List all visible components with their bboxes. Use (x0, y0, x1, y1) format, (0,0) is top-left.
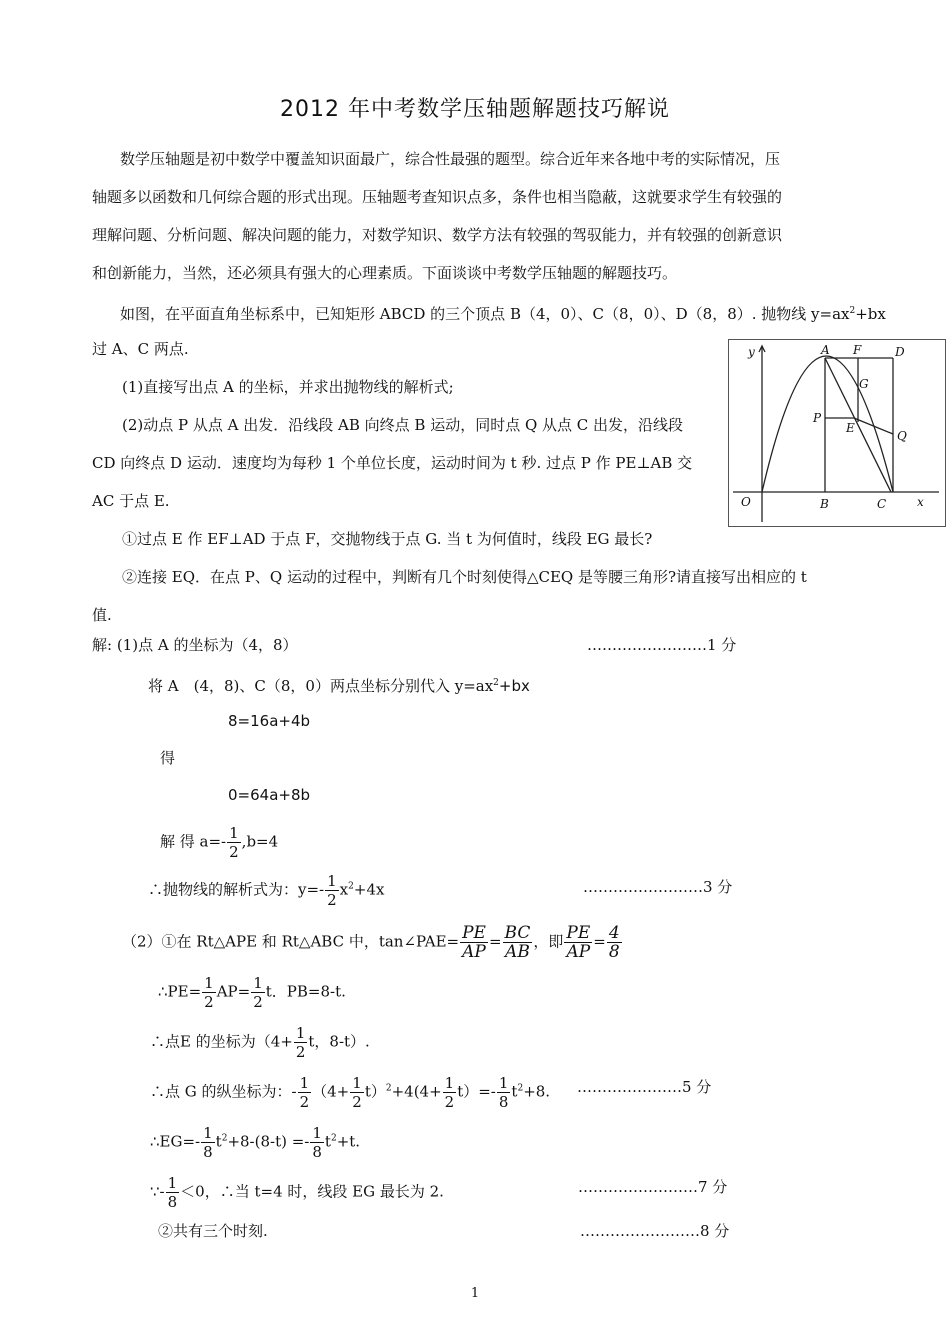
exponent: 2 (849, 306, 856, 316)
pe-text: ∴PE= (158, 982, 202, 1001)
solution-max (150, 1174, 444, 1211)
segment-eq (854, 418, 893, 434)
label-o: O (741, 495, 751, 509)
fraction-one-eighth: $\frac{1}{8}$ (312, 1124, 322, 1161)
intro-line-3: 理解问题、分析问题、解决问题的能力，对数学知识、数学方法有较强的驾驭能力，并有较强的创新意识 (92, 226, 783, 244)
eg-text-c: +8-(8-t) =- (227, 1132, 310, 1151)
point-e-text: ∴点E 的坐标为（4+ (150, 1032, 293, 1051)
fraction-one-half: $\frac{1}{2}$ (327, 872, 337, 909)
point-g-text-f: t (511, 1082, 518, 1101)
label-g: G (859, 377, 869, 391)
point-g-text-e: t）=- (457, 1082, 496, 1101)
point-g-text-c: t） (364, 1082, 386, 1101)
score-8: ……………………8 分 (580, 1222, 730, 1240)
point-e-text-tail: t，8-t）. (308, 1032, 370, 1051)
fraction-one-eighth: $\frac{1}{8}$ (203, 1124, 213, 1161)
label-q: Q (897, 429, 907, 443)
point-g-text-g: +8. (523, 1082, 551, 1101)
equals-sign: = (488, 932, 502, 951)
fraction-one-half: $\frac{1}{2}$ (444, 1074, 455, 1111)
intro-line-1: 数学压轴题是初中数学中覆盖知识面最广，综合性最强的题型。综合近年来各地中考的实际情况，压 (120, 150, 781, 168)
question-2-line-3: AC 于点 E. (92, 492, 170, 510)
parabola (762, 356, 893, 492)
parabola-text-tail: +4x (353, 880, 385, 899)
label-c: C (877, 497, 887, 511)
fraction-one-half: $\frac{1}{2}$ (352, 1074, 362, 1111)
exponent: 2 (221, 1133, 228, 1144)
problem-line-2: 过 A、C 两点. (92, 340, 189, 358)
max-text-b: ＜0，∴当 t=4 时，线段 EG 最长为 2. (180, 1182, 444, 1201)
score-5: …………………5 分 (577, 1078, 712, 1096)
solution-part-2-2: ②共有三个时刻. (158, 1222, 268, 1240)
exponent: 2 (330, 1133, 337, 1144)
solve-text: 解 得 a=- (160, 832, 227, 851)
problem-text: 如图，在平面直角坐标系中，已知矩形 ABCD 的三个顶点 B（4，0）、C（8，0）、D（8，8）. 抛物线 y=ax (120, 305, 850, 323)
problem-line-1 (120, 300, 886, 325)
fraction-pe-ap: $\frac{PE}{AP}$ (462, 923, 486, 962)
question-2-part-2-line-2: 值. (92, 606, 112, 624)
point-g-text: ∴点 G 的纵坐标为：- (150, 1082, 297, 1101)
pe-text-mid: AP= (216, 982, 251, 1001)
eg-text-e: +t. (336, 1132, 361, 1151)
pe-text-tail: t．PB=8-t. (265, 982, 346, 1001)
tan-text: （2）①在 Rt△APE 和 Rt△ABC 中，tan∠PAE= (122, 932, 460, 951)
question-2-line-2: CD 向终点 D 运动．速度均为每秒 1 个单位长度，运动时间为 t 秒. 过点 P 作 PE⊥AB 交 (92, 454, 693, 472)
fraction-one-half: $\frac{1}{2}$ (295, 1024, 306, 1061)
label-b: B (820, 497, 829, 511)
geometry-figure (728, 339, 946, 527)
label-y: y (748, 345, 755, 359)
coordinate-diagram (729, 340, 945, 526)
label-p: P (813, 411, 822, 425)
solution-pe (158, 974, 346, 1011)
solution-solve (160, 824, 278, 861)
solution-de: 得 (160, 749, 176, 767)
equation-2: 0=64a+8b (228, 786, 311, 804)
solution-substitute (148, 672, 530, 697)
page-number: 1 (470, 1286, 480, 1301)
solve-text-tail: ,b=4 (241, 832, 279, 851)
solution-parabola (148, 872, 384, 909)
eg-text-a: ∴EG=- (150, 1132, 201, 1151)
fraction-bc-ab: $\frac{BC}{AB}$ (504, 923, 531, 962)
label-e: E (846, 421, 855, 435)
solution-point-e (150, 1024, 370, 1061)
question-2-line-1: (2)动点 P 从点 A 出发．沿线段 AB 向终点 B 运动，同时点 Q 从点 C 出发，沿线段 (122, 416, 684, 434)
eg-text-d: t (324, 1132, 331, 1151)
fraction-one-half: $\frac{1}{2}$ (229, 824, 239, 861)
label-f: F (853, 343, 862, 357)
problem-text-tail: +bx (855, 305, 886, 323)
fraction-one-eighth: $\frac{1}{8}$ (498, 1074, 509, 1111)
question-1: (1)直接写出点 A 的坐标，并求出抛物线的解析式; (122, 378, 454, 396)
fraction-one-eighth: $\frac{1}{8}$ (167, 1174, 178, 1211)
var-x: x (339, 880, 349, 899)
solution-eg (150, 1124, 360, 1161)
exponent: 2 (517, 1083, 524, 1094)
solution-substitute-text: 将 A (4，8)、C（8，0）两点坐标分别代入 y=ax (148, 677, 494, 695)
parabola-text: ∴抛物线的解析式为：y=- (148, 880, 325, 899)
score-7: ……………………7 分 (578, 1178, 728, 1196)
exponent: 2 (385, 1083, 392, 1094)
solution-line-1: 解: (1)点 A 的坐标为（4，8） (92, 636, 298, 654)
solution-point-g (150, 1074, 550, 1111)
label-a: A (821, 343, 830, 357)
page-title: 2012 年中考数学压轴题解题技巧解说 (280, 97, 670, 122)
fraction-one-half: $\frac{1}{2}$ (299, 1074, 310, 1111)
max-text-a: ∵- (150, 1182, 165, 1201)
question-2-part-2-line-1: ②连接 EQ．在点 P、Q 运动的过程中，判断有几个时刻使得△CEQ 是等腰三角形?请直接写出相应的 t (122, 568, 807, 586)
equation-1: 8=16a+4b (228, 712, 311, 730)
fraction-four-eighths: $\frac{4}{8}$ (608, 923, 620, 962)
exponent: 2 (348, 881, 354, 892)
fraction-one-half: $\frac{1}{2}$ (204, 974, 214, 1011)
eg-text-b: t (215, 1132, 222, 1151)
intro-line-2: 轴题多以函数和几何综合题的形式出现。压轴题考查知识点多，条件也相当隐蔽，这就要求学生有较强的 (92, 188, 783, 206)
point-g-text-d: +4(4+ (391, 1082, 442, 1101)
fraction-one-half: $\frac{1}{2}$ (253, 974, 263, 1011)
intro-line-4: 和创新能力，当然，还必须具有强大的心理素质。下面谈谈中考数学压轴题的解题技巧。 (92, 264, 678, 282)
solution-substitute-tail: +bx (498, 677, 530, 695)
point-g-text-b: （4+ (312, 1082, 350, 1101)
solution-part-2-tan (122, 924, 623, 961)
fraction-pe-ap: $\frac{PE}{AP}$ (566, 923, 591, 962)
score-3: ……………………3 分 (583, 878, 733, 896)
exponent: 2 (493, 678, 499, 688)
question-2-part-1: ①过点 E 作 EF⊥AD 于点 F，交抛物线于点 G. 当 t 为何值时，线段 EG 最长? (122, 530, 653, 548)
label-x: x (917, 495, 924, 509)
label-d: D (895, 345, 905, 359)
tan-text-ji: ，即 (533, 932, 564, 951)
score-1: ……………………1 分 (587, 636, 737, 654)
equals-sign: = (593, 932, 606, 951)
